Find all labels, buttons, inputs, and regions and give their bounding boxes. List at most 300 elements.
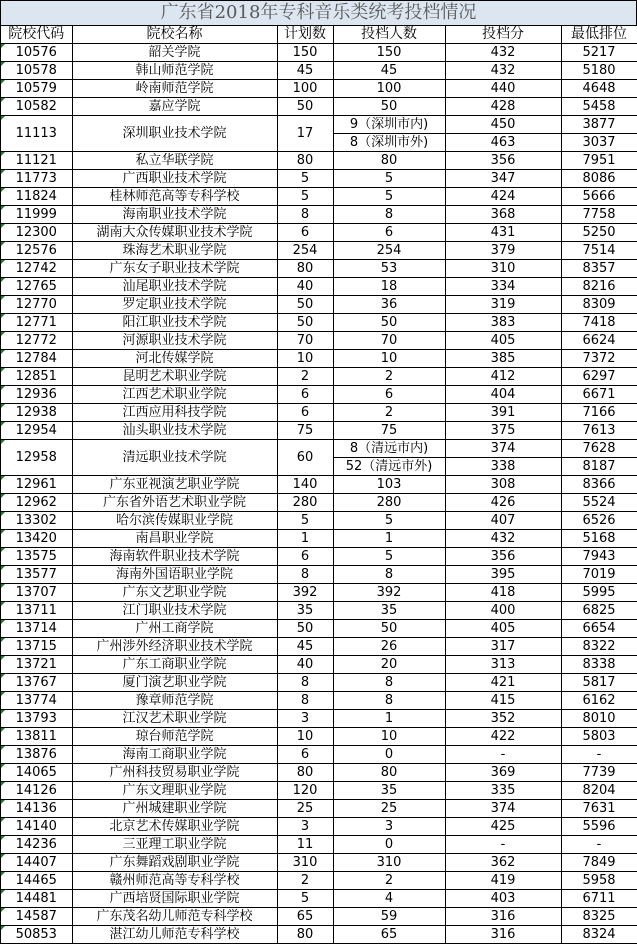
- admission-score-cell[interactable]: 319: [445, 296, 561, 314]
- lowest-rank-cell[interactable]: 6671: [561, 386, 637, 404]
- admission-score-cell[interactable]: -: [445, 836, 561, 854]
- plan-count-cell[interactable]: 392: [277, 584, 333, 602]
- school-name-cell[interactable]: 广东文理职业学院: [72, 782, 277, 800]
- admitted-count-cell[interactable]: 2: [333, 368, 445, 386]
- plan-count-cell[interactable]: 65: [277, 908, 333, 926]
- school-name-cell[interactable]: 湛江幼儿师范专科学校: [72, 926, 277, 944]
- school-code-cell[interactable]: 11999: [1, 206, 72, 224]
- table-row: [1, 548, 637, 566]
- table-row: [1, 512, 637, 530]
- school-name-cell[interactable]: 岭南师范学院: [72, 80, 277, 98]
- admission-score-cell[interactable]: 375: [445, 422, 561, 440]
- admission-score-cell[interactable]: 335: [445, 782, 561, 800]
- admitted-count-cell[interactable]: 35: [333, 602, 445, 620]
- admission-score-cell[interactable]: 334: [445, 278, 561, 296]
- plan-count-cell[interactable]: 35: [277, 602, 333, 620]
- lowest-rank-cell[interactable]: 5217: [561, 44, 637, 62]
- school-name-cell[interactable]: 广州科技贸易职业学院: [72, 764, 277, 782]
- admitted-count-cell[interactable]: 6: [333, 224, 445, 242]
- lowest-rank-cell[interactable]: 8338: [561, 656, 637, 674]
- school-name-cell[interactable]: 广东省外语艺术职业学院: [72, 494, 277, 512]
- admission-score-cell[interactable]: 308: [445, 476, 561, 494]
- admission-score-cell[interactable]: 379: [445, 242, 561, 260]
- admitted-count-cell[interactable]: 5: [333, 188, 445, 206]
- lowest-rank-cell[interactable]: 5168: [561, 530, 637, 548]
- school-code-cell[interactable]: 50853: [1, 926, 72, 944]
- admission-score-cell[interactable]: 316: [445, 908, 561, 926]
- lowest-rank-cell[interactable]: 5995: [561, 584, 637, 602]
- table-row: [1, 602, 637, 620]
- school-code-cell[interactable]: 13715: [1, 638, 72, 656]
- lowest-rank-cell[interactable]: 5524: [561, 494, 637, 512]
- plan-count-cell[interactable]: 6: [277, 548, 333, 566]
- school-code-cell[interactable]: 13707: [1, 584, 72, 602]
- plan-count-cell[interactable]: 45: [277, 638, 333, 656]
- admitted-count-cell[interactable]: 8: [333, 206, 445, 224]
- lowest-rank-cell[interactable]: 8366: [561, 476, 637, 494]
- school-name-cell[interactable]: 广州城建职业学院: [72, 800, 277, 818]
- lowest-rank-cell[interactable]: 8322: [561, 638, 637, 656]
- lowest-rank-cell[interactable]: 6297: [561, 368, 637, 386]
- plan-count-cell[interactable]: 50: [277, 314, 333, 332]
- school-code-cell[interactable]: 12851: [1, 368, 72, 386]
- lowest-rank-cell[interactable]: 7849: [561, 854, 637, 872]
- plan-count-cell[interactable]: 5: [277, 512, 333, 530]
- school-code-cell[interactable]: 14136: [1, 800, 72, 818]
- admission-score-cell[interactable]: 463: [445, 134, 561, 152]
- admitted-count-cell[interactable]: 65: [333, 926, 445, 944]
- admitted-count-cell[interactable]: 50: [333, 620, 445, 638]
- lowest-rank-cell[interactable]: 8324: [561, 926, 637, 944]
- admission-score-cell[interactable]: 369: [445, 764, 561, 782]
- school-name-cell[interactable]: 河北传媒学院: [72, 350, 277, 368]
- admission-score-cell[interactable]: 313: [445, 656, 561, 674]
- school-code-cell[interactable]: 12784: [1, 350, 72, 368]
- plan-count-cell[interactable]: 6: [277, 746, 333, 764]
- plan-count-cell[interactable]: 280: [277, 494, 333, 512]
- admission-score-cell[interactable]: 415: [445, 692, 561, 710]
- lowest-rank-cell[interactable]: 5817: [561, 674, 637, 692]
- admitted-count-cell[interactable]: 53: [333, 260, 445, 278]
- plan-count-cell[interactable]: 11: [277, 836, 333, 854]
- plan-count-cell[interactable]: 75: [277, 422, 333, 440]
- school-code-cell[interactable]: 13711: [1, 602, 72, 620]
- school-code-cell[interactable]: 12936: [1, 386, 72, 404]
- admitted-count-cell[interactable]: 254: [333, 242, 445, 260]
- admission-score-cell[interactable]: 310: [445, 260, 561, 278]
- school-name-cell[interactable]: 广州工商学院: [72, 620, 277, 638]
- admitted-count-cell[interactable]: 8: [333, 674, 445, 692]
- school-name-cell[interactable]: 广东舞蹈戏剧职业学院: [72, 854, 277, 872]
- school-code-cell[interactable]: 13767: [1, 674, 72, 692]
- school-code-cell[interactable]: 10576: [1, 44, 72, 62]
- school-name-cell[interactable]: 清远职业技术学院: [72, 440, 277, 476]
- lowest-rank-cell[interactable]: 6711: [561, 890, 637, 908]
- school-name-cell[interactable]: 韶关学院: [72, 44, 277, 62]
- admission-score-cell[interactable]: 422: [445, 728, 561, 746]
- school-name-cell[interactable]: 厦门演艺职业学院: [72, 674, 277, 692]
- school-code-cell[interactable]: 11824: [1, 188, 72, 206]
- admitted-count-cell[interactable]: 0: [333, 836, 445, 854]
- school-name-cell[interactable]: 哈尔滨传媒职业学院: [72, 512, 277, 530]
- admitted-count-cell[interactable]: 50: [333, 314, 445, 332]
- plan-count-cell[interactable]: 17: [277, 116, 333, 152]
- plan-count-cell[interactable]: 1: [277, 530, 333, 548]
- admitted-count-cell[interactable]: 2: [333, 872, 445, 890]
- admitted-count-cell[interactable]: 6: [333, 386, 445, 404]
- admission-score-cell[interactable]: 428: [445, 98, 561, 116]
- lowest-rank-cell[interactable]: 5180: [561, 62, 637, 80]
- school-code-cell[interactable]: 14126: [1, 782, 72, 800]
- school-code-cell[interactable]: 13793: [1, 710, 72, 728]
- admitted-count-cell[interactable]: 100: [333, 80, 445, 98]
- school-code-cell[interactable]: 14465: [1, 872, 72, 890]
- lowest-rank-cell[interactable]: 5958: [561, 872, 637, 890]
- school-code-cell[interactable]: 12958: [1, 440, 72, 476]
- lowest-rank-cell[interactable]: 8309: [561, 296, 637, 314]
- admission-score-cell[interactable]: -: [445, 746, 561, 764]
- admission-score-cell[interactable]: 352: [445, 710, 561, 728]
- plan-count-cell[interactable]: 5: [277, 188, 333, 206]
- school-code-cell[interactable]: 13811: [1, 728, 72, 746]
- school-name-cell[interactable]: 海南软件职业技术学院: [72, 548, 277, 566]
- school-code-cell[interactable]: 12772: [1, 332, 72, 350]
- plan-count-cell[interactable]: 310: [277, 854, 333, 872]
- lowest-rank-cell[interactable]: 3877: [561, 116, 637, 134]
- plan-count-cell[interactable]: 10: [277, 350, 333, 368]
- admitted-count-cell[interactable]: 3: [333, 818, 445, 836]
- lowest-rank-cell[interactable]: 7943: [561, 548, 637, 566]
- plan-count-cell[interactable]: 150: [277, 44, 333, 62]
- school-code-cell[interactable]: 13302: [1, 512, 72, 530]
- school-name-cell[interactable]: 昆明艺术职业学院: [72, 368, 277, 386]
- admission-score-cell[interactable]: 374: [445, 440, 561, 458]
- table-row: [1, 494, 637, 512]
- school-name-cell[interactable]: 河源职业技术学院: [72, 332, 277, 350]
- admission-score-cell[interactable]: 432: [445, 44, 561, 62]
- school-code-cell[interactable]: 12770: [1, 296, 72, 314]
- plan-count-cell[interactable]: 6: [277, 224, 333, 242]
- lowest-rank-cell[interactable]: 7019: [561, 566, 637, 584]
- admission-score-cell[interactable]: 440: [445, 80, 561, 98]
- plan-count-cell[interactable]: 40: [277, 278, 333, 296]
- lowest-rank-cell[interactable]: 3037: [561, 134, 637, 152]
- plan-count-cell[interactable]: 140: [277, 476, 333, 494]
- admitted-count-cell[interactable]: 25: [333, 800, 445, 818]
- lowest-rank-cell[interactable]: 8187: [561, 458, 637, 476]
- admission-score-cell[interactable]: 407: [445, 512, 561, 530]
- plan-count-cell[interactable]: 3: [277, 710, 333, 728]
- admitted-count-cell[interactable]: 5: [333, 548, 445, 566]
- school-name-cell[interactable]: 豫章师范学院: [72, 692, 277, 710]
- school-name-cell[interactable]: 汕头职业技术学院: [72, 422, 277, 440]
- plan-count-cell[interactable]: 80: [277, 260, 333, 278]
- lowest-rank-cell[interactable]: 7613: [561, 422, 637, 440]
- school-code-cell[interactable]: 12576: [1, 242, 72, 260]
- lowest-rank-cell[interactable]: 7418: [561, 314, 637, 332]
- school-name-cell[interactable]: 江西应用科技学院: [72, 404, 277, 422]
- school-name-cell[interactable]: 海南工商职业学院: [72, 746, 277, 764]
- admitted-count-cell[interactable]: 103: [333, 476, 445, 494]
- plan-count-cell[interactable]: 8: [277, 566, 333, 584]
- school-code-cell[interactable]: 12961: [1, 476, 72, 494]
- admission-score-cell[interactable]: 405: [445, 620, 561, 638]
- lowest-rank-cell[interactable]: 6825: [561, 602, 637, 620]
- lowest-rank-cell[interactable]: 8086: [561, 170, 637, 188]
- table-row: [1, 188, 637, 206]
- admitted-count-cell[interactable]: 70: [333, 332, 445, 350]
- plan-count-cell[interactable]: 80: [277, 926, 333, 944]
- admitted-count-cell[interactable]: 2: [333, 404, 445, 422]
- lowest-rank-cell[interactable]: 5803: [561, 728, 637, 746]
- plan-count-cell[interactable]: 3: [277, 818, 333, 836]
- lowest-rank-cell[interactable]: 5596: [561, 818, 637, 836]
- lowest-rank-cell[interactable]: 8204: [561, 782, 637, 800]
- school-code-cell[interactable]: 14065: [1, 764, 72, 782]
- plan-count-cell[interactable]: 45: [277, 62, 333, 80]
- school-name-cell[interactable]: 赣州师范高等专科学校: [72, 872, 277, 890]
- school-name-cell[interactable]: 三亚理工职业学院: [72, 836, 277, 854]
- school-code-cell[interactable]: 13714: [1, 620, 72, 638]
- lowest-rank-cell[interactable]: 7372: [561, 350, 637, 368]
- school-code-cell[interactable]: 12962: [1, 494, 72, 512]
- plan-count-cell[interactable]: 50: [277, 296, 333, 314]
- admission-score-cell[interactable]: 425: [445, 818, 561, 836]
- school-name-cell[interactable]: 珠海艺术职业学院: [72, 242, 277, 260]
- admitted-count-cell[interactable]: 8（深圳市外): [333, 134, 445, 152]
- lowest-rank-cell[interactable]: 4648: [561, 80, 637, 98]
- lowest-rank-cell[interactable]: 5458: [561, 98, 637, 116]
- plan-count-cell[interactable]: 8: [277, 692, 333, 710]
- school-name-cell[interactable]: 广东女子职业技术学院: [72, 260, 277, 278]
- school-name-cell[interactable]: 广东工商职业学院: [72, 656, 277, 674]
- lowest-rank-cell[interactable]: 5666: [561, 188, 637, 206]
- admitted-count-cell[interactable]: 8（清远市内): [333, 440, 445, 458]
- school-name-cell[interactable]: 深圳职业技术学院: [72, 116, 277, 152]
- admitted-count-cell[interactable]: 36: [333, 296, 445, 314]
- admitted-count-cell[interactable]: 10: [333, 728, 445, 746]
- admission-score-cell[interactable]: 347: [445, 170, 561, 188]
- admission-score-cell[interactable]: 356: [445, 152, 561, 170]
- school-name-cell[interactable]: 海南职业技术学院: [72, 206, 277, 224]
- lowest-rank-cell[interactable]: 7166: [561, 404, 637, 422]
- school-name-cell[interactable]: 琼台师范学院: [72, 728, 277, 746]
- plan-count-cell[interactable]: 2: [277, 368, 333, 386]
- plan-count-cell[interactable]: 8: [277, 206, 333, 224]
- school-code-cell[interactable]: 13721: [1, 656, 72, 674]
- admission-score-cell[interactable]: 362: [445, 854, 561, 872]
- lowest-rank-cell[interactable]: 6624: [561, 332, 637, 350]
- admission-score-cell[interactable]: 418: [445, 584, 561, 602]
- admission-score-cell[interactable]: 338: [445, 458, 561, 476]
- admitted-count-cell[interactable]: 59: [333, 908, 445, 926]
- lowest-rank-cell[interactable]: 7739: [561, 764, 637, 782]
- school-name-cell[interactable]: 广西培贤国际职业学院: [72, 890, 277, 908]
- admitted-count-cell[interactable]: 9（深圳市内): [333, 116, 445, 134]
- school-code-cell[interactable]: 13575: [1, 548, 72, 566]
- admission-score-cell[interactable]: 317: [445, 638, 561, 656]
- admission-score-cell[interactable]: 405: [445, 332, 561, 350]
- admitted-count-cell[interactable]: 8: [333, 692, 445, 710]
- school-code-cell[interactable]: 14481: [1, 890, 72, 908]
- plan-count-cell[interactable]: 25: [277, 800, 333, 818]
- school-code-cell[interactable]: 13774: [1, 692, 72, 710]
- admitted-count-cell[interactable]: 10: [333, 350, 445, 368]
- school-name-cell[interactable]: 桂林师范高等专科学校: [72, 188, 277, 206]
- school-code-cell[interactable]: 10579: [1, 80, 72, 98]
- admission-score-cell[interactable]: 450: [445, 116, 561, 134]
- lowest-rank-cell[interactable]: 7628: [561, 440, 637, 458]
- admission-score-cell[interactable]: 421: [445, 674, 561, 692]
- plan-count-cell[interactable]: 5: [277, 170, 333, 188]
- school-name-cell[interactable]: 湖南大众传媒职业技术学院: [72, 224, 277, 242]
- lowest-rank-cell[interactable]: 7631: [561, 800, 637, 818]
- school-name-cell[interactable]: 广东茂名幼儿师范专科学校: [72, 908, 277, 926]
- admission-score-cell[interactable]: 431: [445, 224, 561, 242]
- school-code-cell[interactable]: 12765: [1, 278, 72, 296]
- school-name-cell[interactable]: 嘉应学院: [72, 98, 277, 116]
- plan-count-cell[interactable]: 40: [277, 656, 333, 674]
- admitted-count-cell[interactable]: 280: [333, 494, 445, 512]
- school-code-cell[interactable]: 14236: [1, 836, 72, 854]
- lowest-rank-cell[interactable]: -: [561, 836, 637, 854]
- school-name-cell[interactable]: 海南外国语职业学院: [72, 566, 277, 584]
- lowest-rank-cell[interactable]: 8325: [561, 908, 637, 926]
- admission-score-cell[interactable]: 395: [445, 566, 561, 584]
- admitted-count-cell[interactable]: 35: [333, 782, 445, 800]
- school-name-cell[interactable]: 罗定职业技术学院: [72, 296, 277, 314]
- school-name-cell[interactable]: 广州涉外经济职业技术学院: [72, 638, 277, 656]
- school-name-cell[interactable]: 阳江职业技术学院: [72, 314, 277, 332]
- admission-score-cell[interactable]: 356: [445, 548, 561, 566]
- admitted-count-cell[interactable]: 20: [333, 656, 445, 674]
- admitted-count-cell[interactable]: 0: [333, 746, 445, 764]
- admission-score-cell[interactable]: 412: [445, 368, 561, 386]
- admission-score-cell[interactable]: 426: [445, 494, 561, 512]
- admitted-count-cell[interactable]: 50: [333, 98, 445, 116]
- plan-count-cell[interactable]: 10: [277, 728, 333, 746]
- school-code-cell[interactable]: 14587: [1, 908, 72, 926]
- lowest-rank-cell[interactable]: 8357: [561, 260, 637, 278]
- admitted-count-cell[interactable]: 75: [333, 422, 445, 440]
- school-name-cell[interactable]: 广东文艺职业学院: [72, 584, 277, 602]
- admitted-count-cell[interactable]: 52（清远市外): [333, 458, 445, 476]
- admission-score-cell[interactable]: 432: [445, 530, 561, 548]
- lowest-rank-cell[interactable]: 7758: [561, 206, 637, 224]
- school-code-cell[interactable]: 12742: [1, 260, 72, 278]
- admitted-count-cell[interactable]: 150: [333, 44, 445, 62]
- plan-count-cell[interactable]: 100: [277, 80, 333, 98]
- admitted-count-cell[interactable]: 4: [333, 890, 445, 908]
- school-name-cell[interactable]: 广西职业技术学院: [72, 170, 277, 188]
- school-code-cell[interactable]: 14140: [1, 818, 72, 836]
- school-name-cell[interactable]: 广东亚视演艺职业学院: [72, 476, 277, 494]
- school-name-cell[interactable]: 韩山师范学院: [72, 62, 277, 80]
- admission-score-cell[interactable]: 316: [445, 926, 561, 944]
- lowest-rank-cell[interactable]: 8010: [561, 710, 637, 728]
- plan-count-cell[interactable]: 8: [277, 674, 333, 692]
- admitted-count-cell[interactable]: 80: [333, 764, 445, 782]
- lowest-rank-cell[interactable]: 7951: [561, 152, 637, 170]
- plan-count-cell[interactable]: 2: [277, 872, 333, 890]
- school-code-cell[interactable]: 12954: [1, 422, 72, 440]
- admission-score-cell[interactable]: 374: [445, 800, 561, 818]
- school-code-cell[interactable]: 12938: [1, 404, 72, 422]
- school-name-cell[interactable]: 私立华联学院: [72, 152, 277, 170]
- admission-score-cell[interactable]: 383: [445, 314, 561, 332]
- admitted-count-cell[interactable]: 80: [333, 152, 445, 170]
- admission-score-cell[interactable]: 403: [445, 890, 561, 908]
- admission-score-cell[interactable]: 400: [445, 602, 561, 620]
- plan-count-cell[interactable]: 254: [277, 242, 333, 260]
- admitted-count-cell[interactable]: 1: [333, 530, 445, 548]
- lowest-rank-cell[interactable]: 6654: [561, 620, 637, 638]
- lowest-rank-cell[interactable]: 6526: [561, 512, 637, 530]
- lowest-rank-cell[interactable]: 7514: [561, 242, 637, 260]
- plan-count-cell[interactable]: 6: [277, 386, 333, 404]
- school-name-cell[interactable]: 汕尾职业技术学院: [72, 278, 277, 296]
- admission-score-cell[interactable]: 424: [445, 188, 561, 206]
- admitted-count-cell[interactable]: 392: [333, 584, 445, 602]
- school-name-cell[interactable]: 南昌职业学院: [72, 530, 277, 548]
- admission-score-cell[interactable]: 368: [445, 206, 561, 224]
- school-code-cell[interactable]: 14407: [1, 854, 72, 872]
- plan-count-cell[interactable]: 50: [277, 620, 333, 638]
- school-code-cell[interactable]: 12771: [1, 314, 72, 332]
- school-code-cell[interactable]: 12300: [1, 224, 72, 242]
- school-code-cell[interactable]: 13577: [1, 566, 72, 584]
- school-name-cell[interactable]: 北京艺术传媒职业学院: [72, 818, 277, 836]
- plan-count-cell[interactable]: 50: [277, 98, 333, 116]
- admitted-count-cell[interactable]: 5: [333, 170, 445, 188]
- admission-score-cell[interactable]: 391: [445, 404, 561, 422]
- admitted-count-cell[interactable]: 5: [333, 512, 445, 530]
- school-name-cell[interactable]: 江汉艺术职业学院: [72, 710, 277, 728]
- lowest-rank-cell[interactable]: 8216: [561, 278, 637, 296]
- admitted-count-cell[interactable]: 45: [333, 62, 445, 80]
- school-code-cell[interactable]: 13420: [1, 530, 72, 548]
- admission-score-cell[interactable]: 385: [445, 350, 561, 368]
- school-code-cell[interactable]: 13876: [1, 746, 72, 764]
- school-code-cell[interactable]: 10578: [1, 62, 72, 80]
- admission-score-cell[interactable]: 419: [445, 872, 561, 890]
- plan-count-cell[interactable]: 80: [277, 152, 333, 170]
- plan-count-cell[interactable]: 120: [277, 782, 333, 800]
- admitted-count-cell[interactable]: 18: [333, 278, 445, 296]
- plan-count-cell[interactable]: 5: [277, 890, 333, 908]
- school-code-cell[interactable]: 11773: [1, 170, 72, 188]
- table-row: [1, 476, 637, 494]
- lowest-rank-cell[interactable]: 5250: [561, 224, 637, 242]
- school-name-cell[interactable]: 江门职业技术学院: [72, 602, 277, 620]
- lowest-rank-cell[interactable]: -: [561, 746, 637, 764]
- plan-count-cell[interactable]: 80: [277, 764, 333, 782]
- school-code-cell[interactable]: 10582: [1, 98, 72, 116]
- school-name-cell[interactable]: 江西艺术职业学院: [72, 386, 277, 404]
- admission-score-cell[interactable]: 404: [445, 386, 561, 404]
- plan-count-cell[interactable]: 70: [277, 332, 333, 350]
- admitted-count-cell[interactable]: 1: [333, 710, 445, 728]
- school-code-cell[interactable]: 11121: [1, 152, 72, 170]
- plan-count-cell[interactable]: 60: [277, 440, 333, 476]
- admitted-count-cell[interactable]: 26: [333, 638, 445, 656]
- admitted-count-cell[interactable]: 310: [333, 854, 445, 872]
- lowest-rank-cell[interactable]: 6162: [561, 692, 637, 710]
- admission-score-cell[interactable]: 432: [445, 62, 561, 80]
- admitted-count-cell[interactable]: 8: [333, 566, 445, 584]
- plan-count-cell[interactable]: 6: [277, 404, 333, 422]
- school-code-cell[interactable]: 11113: [1, 116, 72, 152]
